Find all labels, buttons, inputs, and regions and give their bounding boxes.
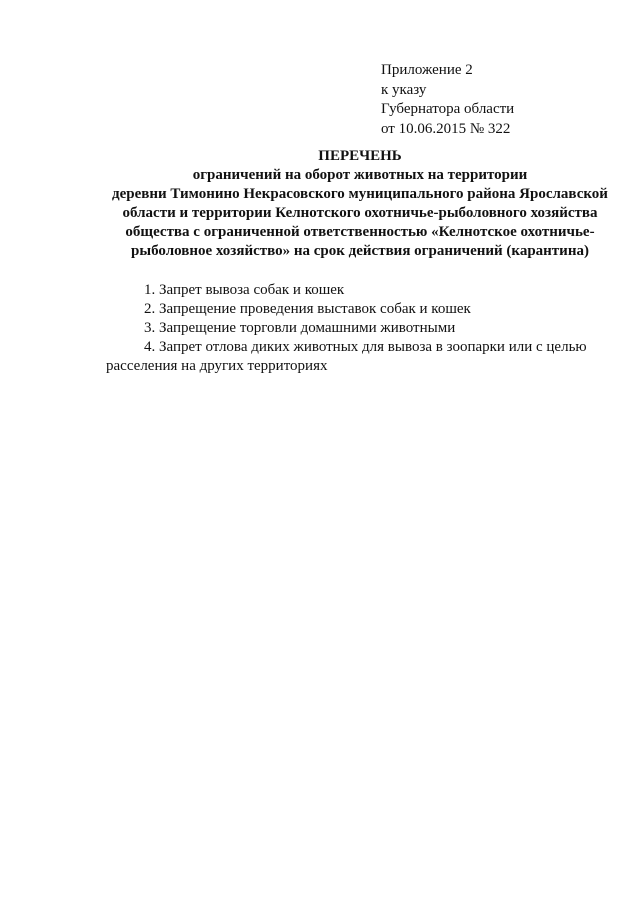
title-line: общества с ограниченной ответственностью «Келнотское охотничье- (125, 224, 595, 240)
list-item (106, 281, 606, 300)
title-line: области и территории Келнотского охотничье-рыболовного хозяйства (122, 205, 598, 221)
appendix-line: к указу (381, 81, 427, 98)
list-item-text: Запрет вывоза собак и кошек (159, 282, 345, 298)
list-item (106, 319, 606, 338)
list-item-number: 3. (144, 320, 159, 336)
title-line: деревни Тимонино Некрасовского муниципального района Ярославской (112, 186, 608, 202)
list-item-number: 2. (144, 301, 159, 317)
appendix-line: Приложение 2 (381, 62, 473, 78)
appendix-line: от 10.06.2015 № 322 (381, 120, 511, 137)
appendix-line: Губернатора области (381, 101, 515, 117)
list-item-text: Запрет отлова диких животных для вывоза в зоопарки или с целью расселения на других территориях (106, 339, 587, 374)
restrictions-list (106, 281, 606, 376)
appendix-header (381, 61, 621, 139)
title-line: рыболовное хозяйство» на срок действия ограничений (карантина) (131, 243, 589, 259)
list-item-text: Запрещение торговли домашними животными (159, 320, 456, 336)
title-heading: ПЕРЕЧЕНЬ (318, 148, 402, 164)
document-title (100, 147, 620, 261)
list-item (106, 300, 606, 319)
list-item-number: 1. (144, 282, 159, 298)
list-item-text: Запрещение проведения выставок собак и кошек (159, 301, 471, 317)
list-item-number: 4. (144, 339, 159, 355)
list-item (106, 338, 606, 376)
title-line: ограничений на оборот животных на территории (192, 167, 528, 183)
